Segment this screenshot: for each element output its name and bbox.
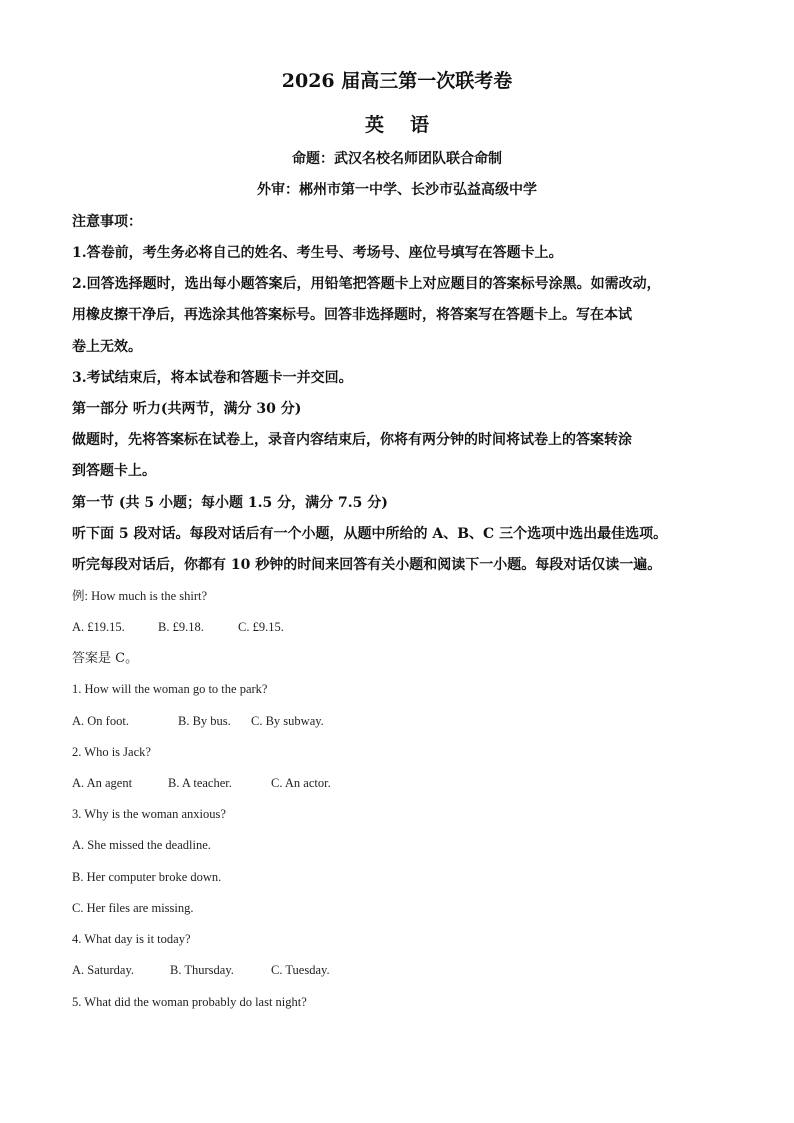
question-1-option-c: C. By subway. xyxy=(251,714,324,728)
section1-intro-line-2: 听完每段对话后，你都有 10 秒钟的时间来回答有关小题和阅读下一小题。每段对话仅读一遍。 xyxy=(72,557,662,573)
example-option-b: B. £9.18. xyxy=(158,620,204,634)
question-1-option-b: B. By bus. xyxy=(178,714,231,728)
part1-heading: 第一部分 听力(共两节，满分 30 分) xyxy=(72,401,302,417)
question-4-option-b: B. Thursday. xyxy=(170,963,234,977)
note-item-1: 1.答卷前，考生务必将自己的姓名、考生号、考场号、座位号填写在答题卡上。 xyxy=(72,245,563,261)
question-2-option-b: B. A teacher. xyxy=(168,776,232,790)
exam-title: 2026 届高三第一次联考卷 xyxy=(281,70,513,92)
note-item-2-line-1: 2.回答选择题时，选出每小题答案后，用铅笔把答题卡上对应题目的答案标号涂黑。如需改动， xyxy=(72,276,661,292)
question-3-option-b: B. Her computer broke down. xyxy=(72,870,222,884)
example-answer: 答案是 C。 xyxy=(72,651,139,666)
question-4-options xyxy=(72,964,330,977)
example-options xyxy=(72,621,284,634)
question-4: 4. What day is it today? xyxy=(72,932,191,946)
example-option-a: A. £19.15. xyxy=(72,620,125,634)
question-1-option-a: A. On foot. xyxy=(72,714,129,728)
author-credit: 命题：武汉名校名师团队联合命制 xyxy=(292,151,502,167)
section1-intro-line-1: 听下面 5 段对话。每段对话后有一个小题，从题中所给的 A、B、C 三个选项中选出最佳选项。 xyxy=(72,526,668,542)
question-3: 3. Why is the woman anxious? xyxy=(72,807,226,821)
note-item-2-line-2: 用橡皮擦干净后，再选涂其他答案标号。回答非选择题时，将答案写在答题卡上。写在本试 xyxy=(72,307,632,323)
question-2: 2. Who is Jack? xyxy=(72,745,151,759)
question-5: 5. What did the woman probably do last night? xyxy=(72,995,307,1009)
question-2-options xyxy=(72,777,331,790)
subject-title: 英语 xyxy=(364,114,455,136)
question-4-option-a: A. Saturday. xyxy=(72,963,135,977)
question-1: 1. How will the woman go to the park? xyxy=(72,682,268,696)
question-1-options xyxy=(72,715,324,728)
part1-intro-line-2: 到答题卡上。 xyxy=(72,463,156,479)
note-item-3: 3.考试结束后，将本试卷和答题卡一并交回。 xyxy=(72,370,353,386)
example-option-c: C. £9.15. xyxy=(238,620,284,634)
question-4-option-c: C. Tuesday. xyxy=(271,963,330,977)
question-3-option-a: A. She missed the deadline. xyxy=(72,838,211,852)
question-2-option-c: C. An actor. xyxy=(271,776,331,790)
section1-heading: 第一节 (共 5 小题；每小题 1.5 分，满分 7.5 分) xyxy=(72,495,388,511)
notes-heading: 注意事项： xyxy=(72,214,142,230)
question-2-option-a: A. An agent xyxy=(72,776,133,790)
reviewer-credit: 外审：郴州市第一中学、长沙市弘益高级中学 xyxy=(257,182,537,198)
question-3-option-c: C. Her files are missing. xyxy=(72,901,194,915)
part1-intro-line-1: 做题时，先将答案标在试卷上，录音内容结束后，你将有两分钟的时间将试卷上的答案转涂 xyxy=(72,432,632,448)
example-question: 例: How much is the shirt? xyxy=(72,589,208,603)
note-item-2-line-3: 卷上无效。 xyxy=(72,339,142,355)
